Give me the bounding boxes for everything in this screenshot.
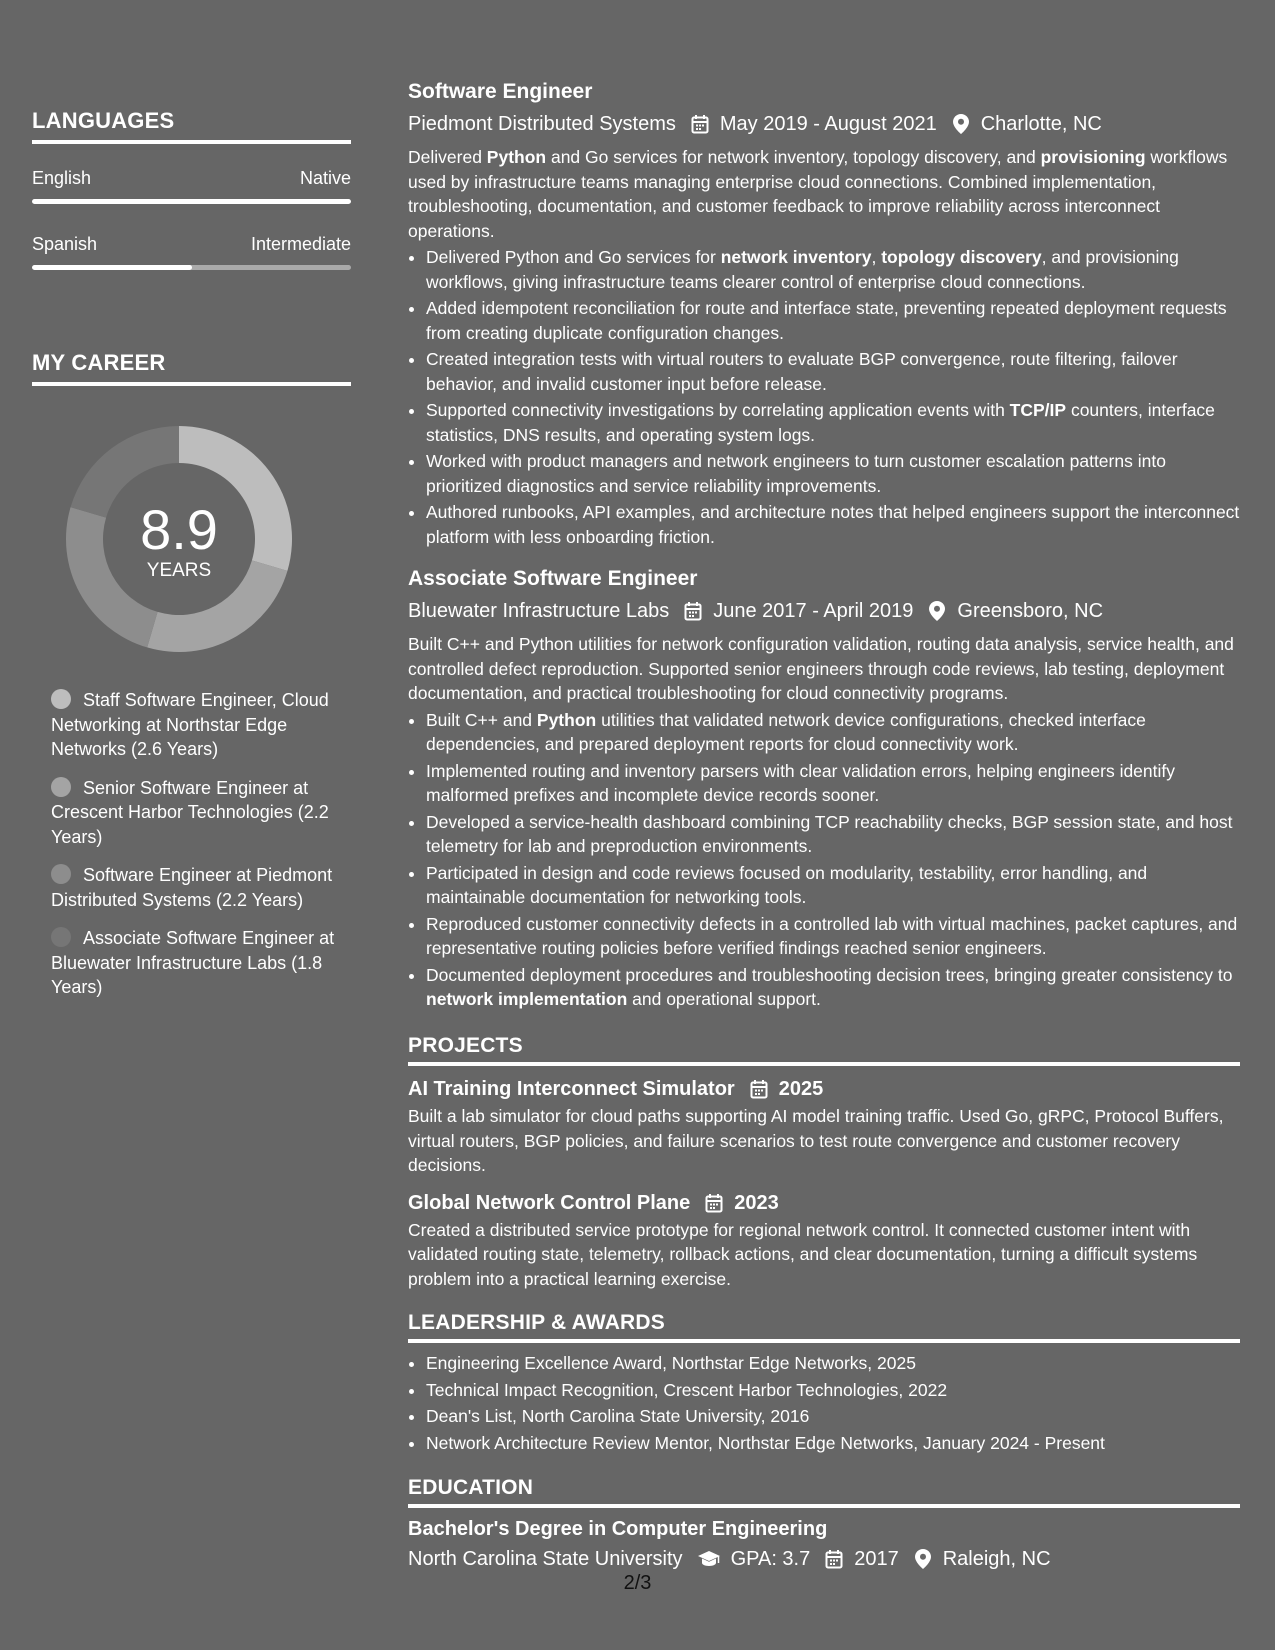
page-number: 2/3 — [623, 1572, 652, 1594]
calendar-icon — [683, 600, 703, 622]
text-run: counters, interface statistics, DNS results, and operating system logs. — [426, 400, 1215, 445]
career-legend — [51, 688, 351, 1014]
text-run: , — [871, 247, 882, 267]
career-legend-item — [51, 863, 351, 912]
text-run: and operational support. — [627, 989, 821, 1009]
job-meta — [408, 111, 1240, 137]
education-year: 2017 — [854, 1548, 899, 1570]
language-proficiency-bar — [32, 199, 351, 204]
project-year: 2025 — [778, 1078, 824, 1100]
leadership-item: • Network Architecture Review Mentor, Northstar Edge Networks, January 2024 - Present — [426, 1431, 1240, 1456]
language-item — [32, 234, 351, 270]
job-title: Software Engineer — [408, 80, 593, 103]
career-total-unit: YEARS — [146, 560, 212, 581]
education-section — [408, 1476, 1240, 1572]
location-pin-icon — [927, 600, 947, 622]
job-title: Associate Software Engineer — [408, 567, 698, 590]
job-bullet — [426, 398, 1240, 447]
education-location: Raleigh, NC — [942, 1548, 1051, 1570]
job-bullet — [426, 912, 1240, 961]
text-run: Implemented routing and inventory parsers with clear validation errors, helping engineers identify malformed prefixes and incomplete device records sooner. — [426, 760, 1176, 805]
text-run: and Go services for network inventory, topology discovery, and — [546, 147, 1041, 167]
languages-section — [32, 108, 351, 270]
job-dates: May 2019 - August 2021 — [719, 113, 937, 135]
job-location: Charlotte, NC — [980, 113, 1102, 135]
job-bullet — [426, 500, 1240, 549]
career-legend-item — [51, 688, 351, 762]
text-run: Delivered Python and Go services for — [426, 247, 721, 267]
project-name: Global Network Control Plane — [408, 1191, 691, 1214]
project-name: AI Training Interconnect Simulator — [408, 1078, 735, 1100]
job-bullets — [408, 708, 1240, 1012]
project-item — [408, 1076, 1240, 1178]
education-school: North Carolina State University — [408, 1548, 683, 1570]
job-bullet — [426, 347, 1240, 396]
job-dates: June 2017 - April 2019 — [713, 600, 914, 622]
legend-dot-icon — [51, 927, 71, 947]
text-run: Participated in design and code reviews focused on modularity, testability, error handling, and maintainable documentation for networking tools. — [426, 862, 1148, 907]
calendar-icon — [704, 1192, 724, 1214]
career-heading: MY CAREER — [32, 350, 351, 386]
bold-text: Python — [536, 709, 597, 730]
leadership-list — [408, 1351, 1240, 1455]
job-bullet — [426, 296, 1240, 345]
project-description: Created a distributed service prototype for regional network control. It connected customer intent with validated routing state, telemetry, rollback actions, and clear documentation, turning a difficult systems problem into a practical learning exercise. — [408, 1219, 1198, 1289]
bold-text: network inventory — [720, 247, 872, 267]
bold-text: Python — [486, 147, 547, 167]
language-level: Intermediate — [250, 234, 351, 254]
leadership-item: • Dean's List, North Carolina State University, 2016 — [426, 1404, 1240, 1429]
language-proficiency-fill — [32, 265, 192, 270]
text-run: workflows used by infrastructure teams managing enterprise cloud connections. Combined implementation, troubleshooting, documentation, and customer feedback to improve reliability across interconnect operations. — [408, 147, 1228, 241]
text-run: Delivered — [408, 147, 487, 167]
education-degree: Bachelor's Degree in Computer Engineering — [408, 1518, 828, 1540]
career-total — [66, 426, 292, 582]
calendar-icon — [749, 1078, 769, 1100]
career-legend-label: Senior Software Engineer at Crescent Harbor Technologies (2.2 Years) — [51, 777, 329, 847]
career-section — [32, 350, 351, 386]
text-run: Authored runbooks, API examples, and architecture notes that helped engineers support the interconnect platform with less onboarding friction. — [426, 502, 1240, 547]
leadership-section — [408, 1311, 1240, 1457]
career-legend-label: Associate Software Engineer at Bluewater Infrastructure Labs (1.8 Years) — [51, 928, 335, 997]
job-bullet — [426, 245, 1240, 294]
job-bullet — [426, 759, 1240, 808]
career-legend-label: Software Engineer at Piedmont Distributed Systems (2.2 Years) — [51, 865, 333, 910]
graduation-cap-icon — [697, 1548, 721, 1570]
job-bullets — [408, 245, 1240, 549]
education-meta — [408, 1546, 1240, 1572]
text-run: Supported connectivity investigations by correlating application events with — [426, 400, 1010, 420]
text-run: utilities that validated network device configurations, checked interface dependencies, and prepared deployment reports for cloud connectivity work. — [426, 709, 1146, 754]
legend-dot-icon — [51, 777, 71, 797]
text-run: Developed a service-health dashboard combining TCP reachability checks, BGP session state, and host telemetry for lab and preproduction environments. — [426, 811, 1233, 856]
career-legend-label: Staff Software Engineer, Cloud Networking at Northstar Edge Networks (2.6 Years) — [51, 690, 329, 759]
text-run: Documented deployment procedures and troubleshooting decision trees, bringing greater consistency to — [426, 964, 1233, 985]
projects-heading: PROJECTS — [408, 1034, 1240, 1066]
education-gpa: GPA: 3.7 — [730, 1548, 811, 1570]
job-meta — [408, 598, 1240, 624]
languages-heading: LANGUAGES — [32, 108, 351, 144]
location-pin-icon — [951, 113, 971, 135]
career-legend-item — [51, 926, 351, 1000]
text-run: Added idempotent reconciliation for route and interface state, preventing repeated deployment requests from creating duplicate configuration changes. — [426, 298, 1227, 343]
career-donut-chart — [66, 426, 292, 652]
language-name: Spanish — [32, 234, 98, 254]
career-legend-item — [51, 776, 351, 850]
job-bullet — [426, 810, 1240, 859]
text-run: Worked with product managers and network engineers to turn customer escalation patterns into prioritized diagnostics and service reliability improvements. — [426, 451, 1166, 496]
project-item — [408, 1190, 1240, 1292]
job-bullet — [426, 708, 1240, 757]
bold-text: provisioning — [1040, 147, 1146, 167]
language-item — [32, 168, 351, 204]
language-proficiency-fill — [32, 199, 351, 204]
legend-dot-icon — [51, 864, 71, 884]
language-name: English — [32, 168, 92, 188]
bold-text: topology discovery — [881, 247, 1042, 267]
projects-section — [408, 1034, 1240, 1291]
location-pin-icon — [913, 1548, 933, 1570]
job-bullet — [426, 449, 1240, 498]
calendar-icon — [824, 1548, 844, 1570]
text-run: Created integration tests with virtual routers to evaluate BGP convergence, route filtering, failover behavior, and invalid customer input before release. — [426, 349, 1178, 394]
language-proficiency-bar — [32, 265, 351, 270]
project-year: 2023 — [734, 1191, 779, 1214]
career-total-value: 8.9 — [140, 498, 218, 561]
job-entry — [408, 566, 1240, 1014]
job-bullet — [426, 861, 1240, 910]
language-level: Native — [299, 168, 351, 188]
calendar-icon — [690, 113, 710, 135]
job-summary — [408, 145, 1240, 243]
job-bullet — [426, 963, 1240, 1012]
bold-text: network implementation — [426, 989, 628, 1009]
text-run: Built C++ and — [426, 709, 537, 730]
job-company: Bluewater Infrastructure Labs — [408, 600, 670, 622]
project-description: Built a lab simulator for cloud paths supporting AI model training traffic. Used Go, gRPC, Protocol Buffers, virtual routers, BGP policies, and failure scenarios to test route convergence and customer recovery decisions. — [408, 1106, 1224, 1175]
text-run: , and provisioning workflows, giving infrastructure teams clearer control of enterprise cloud connections. — [426, 247, 1179, 292]
bold-text: TCP/IP — [1009, 400, 1067, 420]
job-entry — [408, 79, 1240, 551]
job-company: Piedmont Distributed Systems — [408, 113, 676, 135]
text-run: Built C++ and Python utilities for network configuration validation, routing data analysis, service health, and controlled defect reproduction. Supported senior engineers through code reviews, lab testing, deployment documentation, and practical troubleshooting for cloud connectivity programs. — [408, 634, 1234, 703]
leadership-heading: LEADERSHIP & AWARDS — [408, 1311, 1240, 1343]
job-summary — [408, 632, 1240, 706]
leadership-item: • Technical Impact Recognition, Crescent Harbor Technologies, 2022 — [426, 1378, 1240, 1403]
job-location: Greensboro, NC — [957, 600, 1104, 622]
leadership-item: • Engineering Excellence Award, Northstar Edge Networks, 2025 — [426, 1351, 1240, 1376]
text-run: Reproduced customer connectivity defects in a controlled lab with virtual machines, packet captures, and representative routing policies before verified findings reached senior engineers. — [426, 913, 1238, 958]
legend-dot-icon — [51, 689, 71, 709]
education-heading: EDUCATION — [408, 1476, 1240, 1508]
